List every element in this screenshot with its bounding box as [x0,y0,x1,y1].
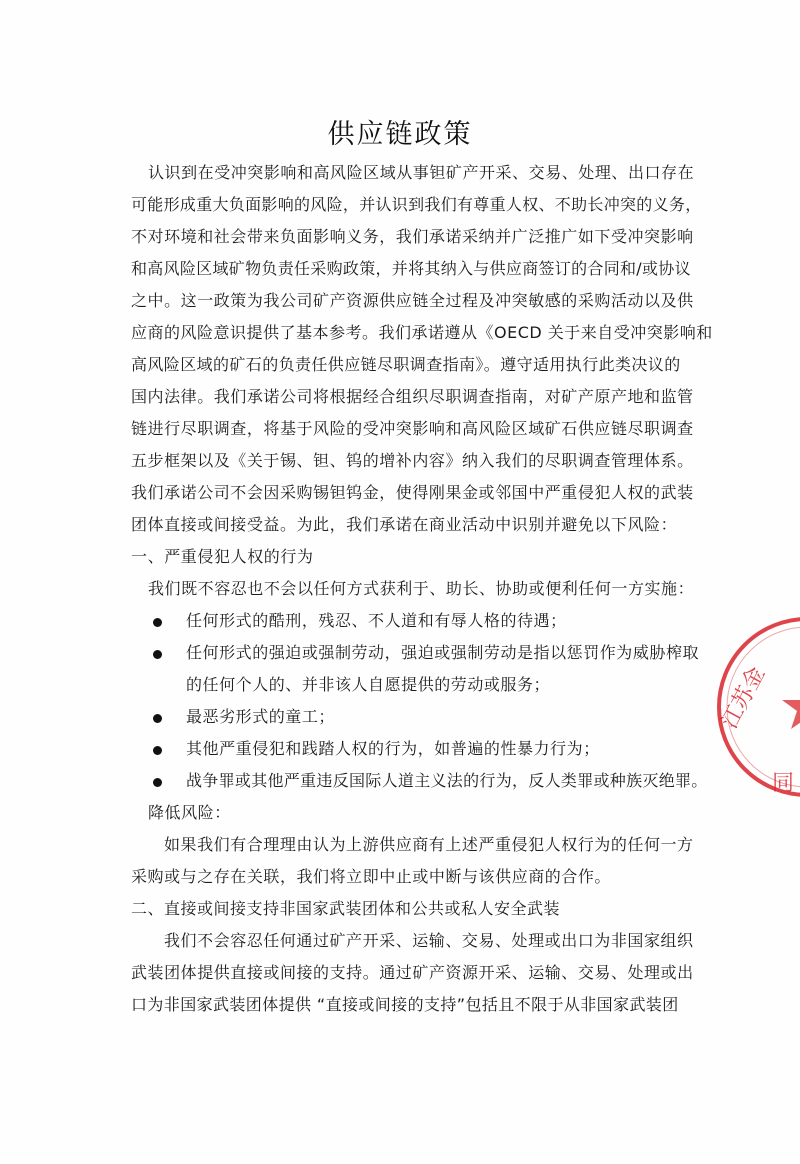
paragraph-line: 认识到在受冲突影响和高风险区域从事钽矿产开采、交易、处理、出口存在 [148,163,695,182]
risk-paragraph-line: 采购或与之存在关联，我们将立即中止或中断与该供应商的合作。 [131,867,611,886]
bullet-item: 其他严重侵犯和践踏人权的行为，如普遍的性暴力行为； [186,739,600,758]
bullet-dot-icon [153,650,162,659]
bullet-dot-icon [153,618,162,627]
paragraph-line: 我们承诺公司不会因采购锡钽钨金，使得刚果金或邻国中严重侵犯人权的武装 [131,483,694,502]
bullet-item-continuation: 的任何个人的、并非该人自愿提供的劳动或服务； [186,675,551,694]
paragraph-line: 应商的风险意识提供了基本参考。我们承诺遵从《OECD 关于来自受冲突影响和 [131,323,713,342]
bullet-item: 最恶劣形式的童工； [186,707,335,726]
risk-label: 降低风险： [148,803,231,822]
paragraph-line: 国内法律。我们承诺公司将根据经合组织尽职调查指南，对矿产原产地和监管 [131,387,694,406]
star-icon [782,682,800,729]
paragraph-line: 不对环境和社会带来负面影响义务，我们承诺采纳并广泛推广如下受冲突影响 [131,227,694,246]
bullet-item: 战争罪或其他严重违反国际人道主义法的行为，反人类罪或种族灭绝罪。 [186,771,708,790]
section2-paragraph-line: 我们不会容忍任何通过矿产开采、运输、交易、处理或出口为非国家组织 [164,931,694,950]
paragraph-line: 团体直接或间接受益。为此，我们承诺在商业活动中识别并避免以下风险： [131,515,678,534]
bullet-item: 任何形式的酷刑，残忍、不人道和有辱人格的待遇； [186,611,567,630]
paragraph-line: 链进行尽职调查，将基于风险的受冲突影响和高风险区域矿石供应链尽职调查 [131,419,694,438]
bullet-dot-icon [153,778,162,787]
document-title: 供应链政策 [327,119,473,150]
paragraph-line: 之中。这一政策为我公司矿产资源供应链全过程及冲突敏感的采购活动以及供 [131,291,694,310]
bullet-dot-icon [153,714,162,723]
section2-paragraph-line: 口为非国家武装团体提供 “直接或间接的支持”包括且不限于从非国家武装团 [131,995,679,1014]
paragraph-line: 和高风险区域矿物负责任采购政策，并将其纳入与供应商签订的合同和/或协议 [131,259,691,278]
risk-paragraph-line: 如果我们有合理理由认为上游供应商有上述严重侵犯人权行为的任何一方 [164,835,694,854]
paragraph-line: 可能形成重大负面影响的风险，并认识到我们有尊重人权、不助长冲突的义务， [131,195,702,214]
paragraph-line: 五步框架以及《关于锡、钽、钨的增补内容》纳入我们的尽职调查管理体系。 [131,451,694,470]
bullet-item: 任何形式的强迫或强制劳动，强迫或强制劳动是指以惩罚作为威胁榨取 [186,643,700,662]
bullet-dot-icon [153,746,162,755]
company-seal-stamp [712,612,800,802]
seal-text-bottom: 同 [772,771,795,796]
section-heading: 一、严重侵犯人权的行为 [131,547,314,566]
paragraph-line: 高风险区域的矿石的负责任供应链尽职调查指南》。遵守适用执行此类决议的 [131,355,681,374]
section2-paragraph-line: 武装团体提供直接或间接的支持。通过矿产资源开采、运输、交易、处理或出 [131,963,694,982]
section-heading: 二、直接或间接支持非国家武装团体和公共或私人安全武装 [131,899,561,918]
seal-text: 江苏金 [717,662,771,733]
section-intro: 我们既不容忍也不会以任何方式获利于、助长、协助或便利任何一方实施： [148,579,695,598]
